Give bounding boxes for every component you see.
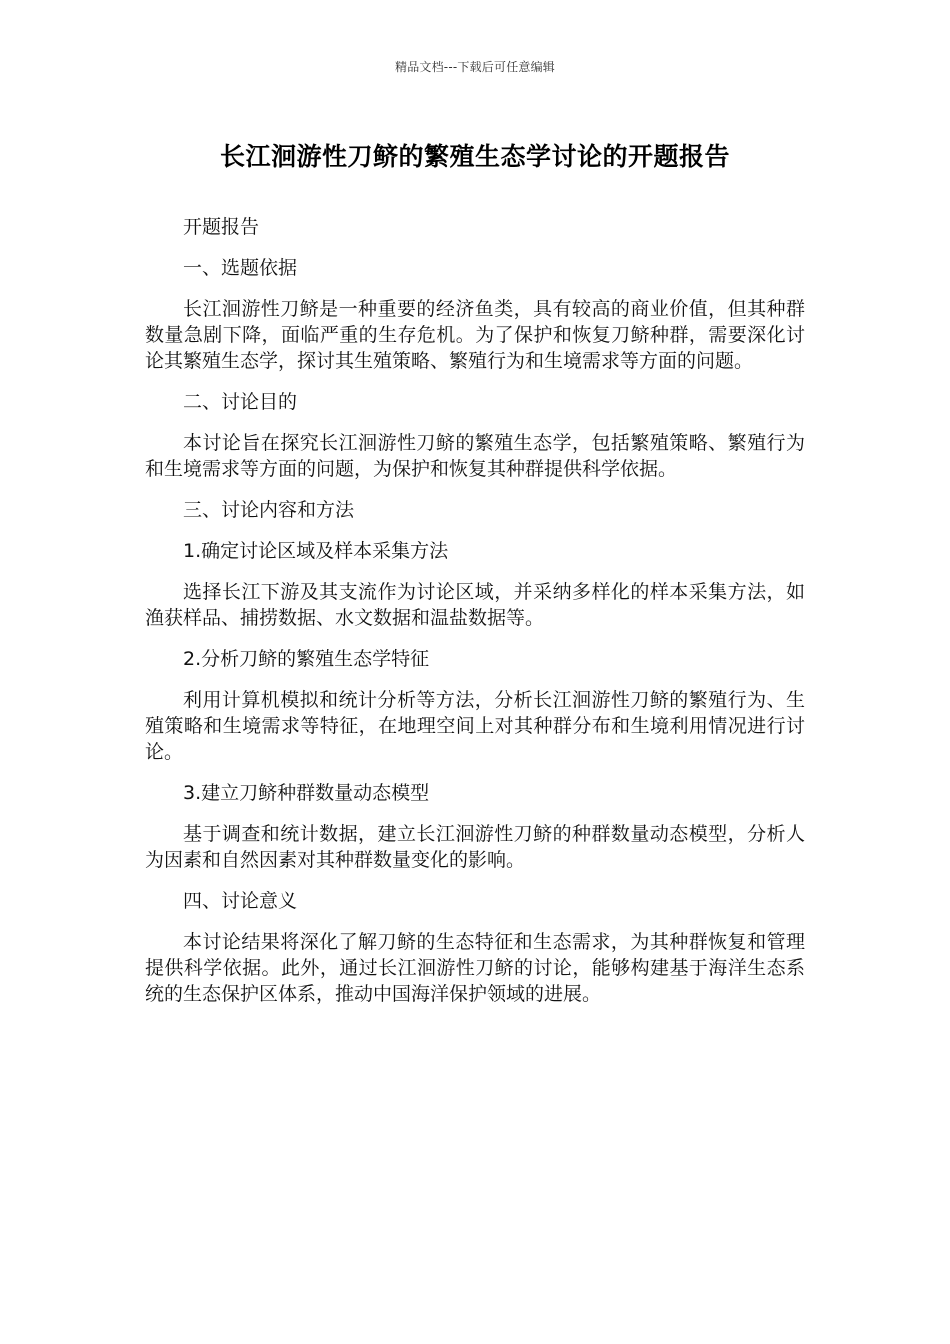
- paragraph-subsection-3-1: 选择长江下游及其支流作为讨论区域，并采纳多样化的样本采集方法，如渔获样品、捕捞数据、水文数据和温盐数据等。: [145, 581, 805, 629]
- heading-section-1: 一、选题依据: [183, 257, 298, 279]
- document-body: [145, 214, 805, 1022]
- document-title: 长江洄游性刀鲚的繁殖生态学讨论的开题报告: [219, 142, 730, 171]
- heading-section-3: 三、讨论内容和方法: [183, 499, 355, 521]
- header-note: 精品文档---下载后可任意编辑: [395, 60, 555, 74]
- heading-section-2: 二、讨论目的: [183, 391, 298, 413]
- heading-subsection-3-2: 2.分析刀鲚的繁殖生态学特征: [183, 648, 430, 670]
- paragraph-subsection-3-3: 基于调查和统计数据，建立长江洄游性刀鲚的种群数量动态模型，分析人为因素和自然因素对其种群数量变化的影响。: [145, 823, 805, 871]
- heading-report: 开题报告: [183, 216, 260, 238]
- paragraph-section-4: 本讨论结果将深化了解刀鲚的生态特征和生态需求，为其种群恢复和管理提供科学依据。此外，通过长江洄游性刀鲚的讨论，能够构建基于海洋生态系统的生态保护区体系，推动中国海洋保护领域的进展。: [145, 931, 805, 1005]
- heading-subsection-3-1: 1.确定讨论区域及样本采集方法: [183, 540, 449, 562]
- paragraph-section-2: 本讨论旨在探究长江洄游性刀鲚的繁殖生态学，包括繁殖策略、繁殖行为和生境需求等方面的问题，为保护和恢复其种群提供科学依据。: [145, 432, 805, 480]
- paragraph-section-1: 长江洄游性刀鲚是一种重要的经济鱼类，具有较高的商业价值，但其种群数量急剧下降，面临严重的生存危机。为了保护和恢复刀鲚种群，需要深化讨论其繁殖生态学，探讨其生殖策略、繁殖行为和生境需求等方面的问题。: [145, 298, 805, 372]
- heading-subsection-3-3: 3.建立刀鲚种群数量动态模型: [183, 782, 430, 804]
- heading-section-4: 四、讨论意义: [183, 890, 298, 912]
- paragraph-subsection-3-2: 利用计算机模拟和统计分析等方法，分析长江洄游性刀鲚的繁殖行为、生殖策略和生境需求等特征，在地理空间上对其种群分布和生境利用情况进行讨论。: [145, 689, 805, 763]
